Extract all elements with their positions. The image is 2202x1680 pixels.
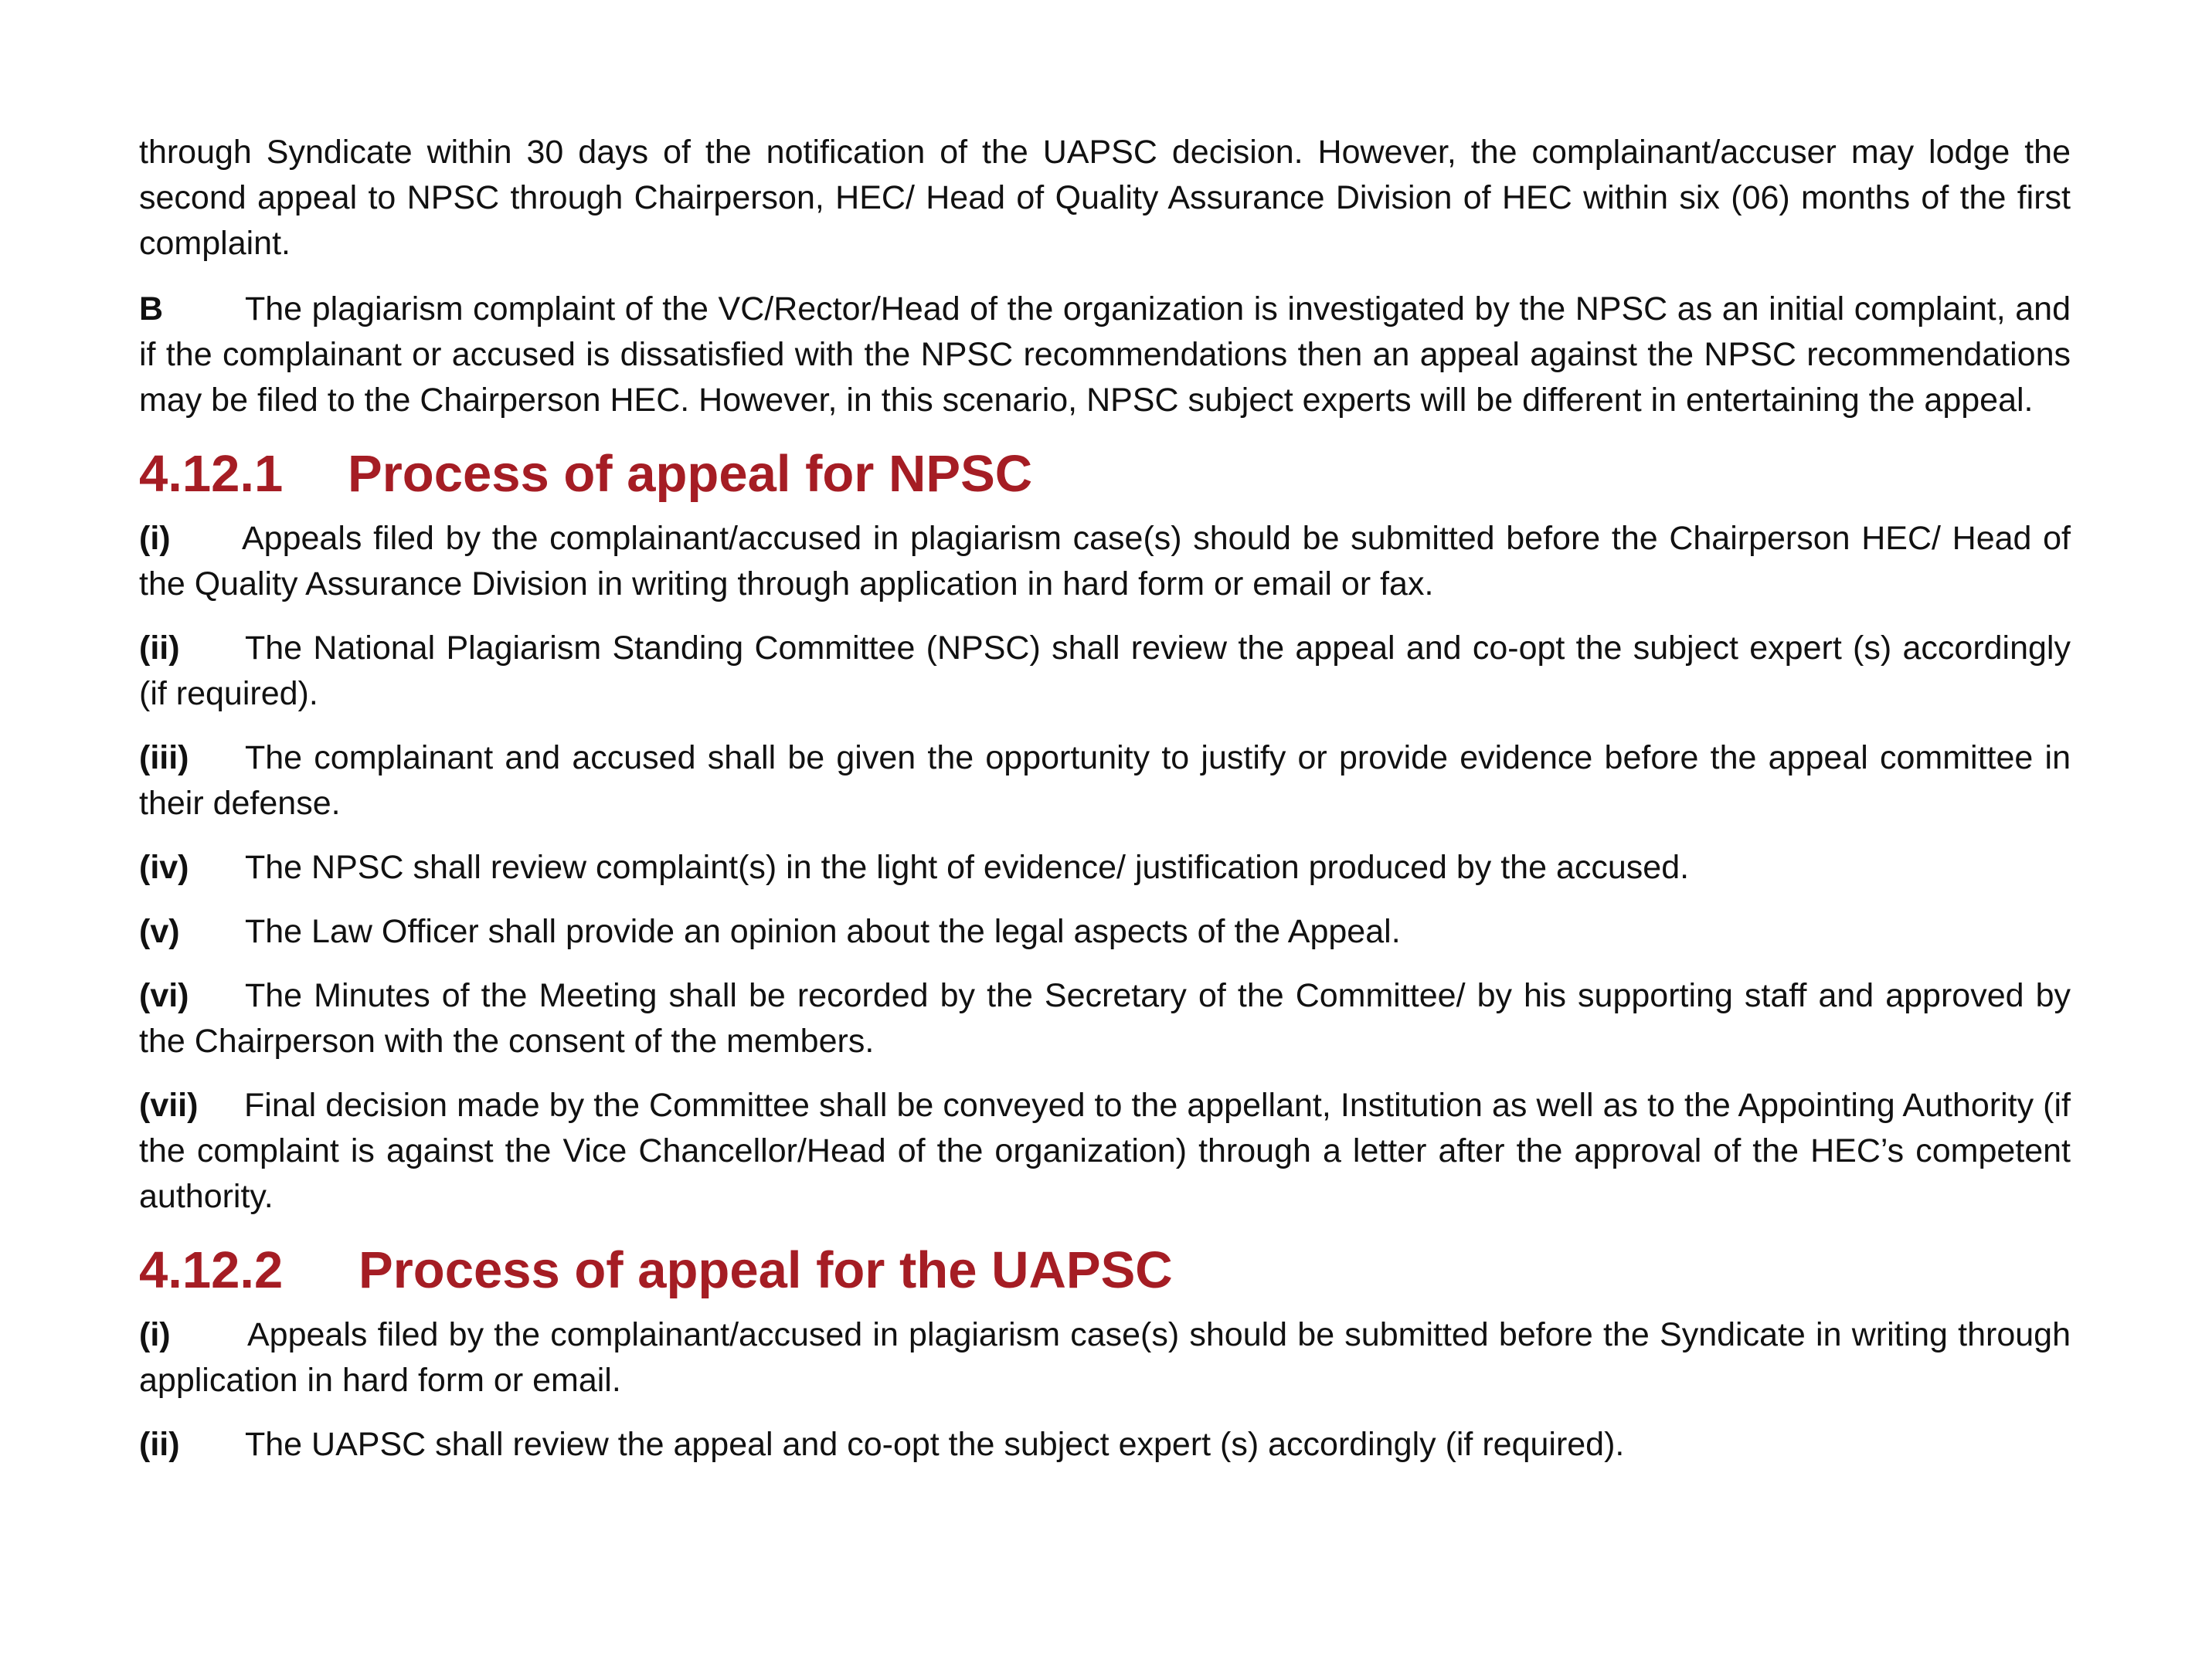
list-item-label: (v) xyxy=(139,913,180,950)
list-item xyxy=(139,626,2071,717)
list-item xyxy=(139,973,2071,1064)
list-item-text: The Minutes of the Meeting shall be recorded by the Secretary of the Committee/ by his supporting staff and approved by the Chairperson with the consent of the members. xyxy=(139,977,2071,1060)
section-title: Process of appeal for NPSC xyxy=(348,445,1033,503)
list-item-text: Final decision made by the Committee shall be conveyed to the appellant, Institution as well as to the Appointing Authority (if the complaint is against the Vice Chancellor/Head of the organization) through a letter after the approval of the HEC’s competent authority. xyxy=(139,1087,2071,1215)
list-item-label: (vii) xyxy=(139,1087,199,1124)
list-item-label: (ii) xyxy=(139,1426,180,1463)
list-item xyxy=(139,1422,2071,1468)
paragraph-b-text: The plagiarism complaint of the VC/Rector/Head of the organization is investigated by the NPSC as an initial complaint, and if the complainant or accused is dissatisfied with the NPSC recommendations then an appeal against the NPSC recommendations may be filed to the Chairperson HEC. However, in this scenario, NPSC subject experts will be different in entertaining the appeal. xyxy=(139,290,2071,419)
paragraph-b xyxy=(139,287,2071,423)
section-number: 4.12.2 xyxy=(139,1241,284,1299)
list-item-text: Appeals filed by the complainant/accused in plagiarism case(s) should be submitted before the Syndicate in writing through application in hard form or email. xyxy=(139,1316,2071,1399)
list-item-label: (iii) xyxy=(139,739,189,776)
list-item-label: (i) xyxy=(139,520,171,557)
list-item xyxy=(139,1083,2071,1220)
intro-paragraph: through Syndicate within 30 days of the notification of the UAPSC decision. However, the complainant/accuser may lodge the second appeal to NPSC through Chairperson, HEC/ Head of Quality Assurance Division of HEC within six (06) months of the first complaint. xyxy=(139,134,2071,262)
list-item-label: (vi) xyxy=(139,977,189,1014)
list-item-text: The complainant and accused shall be given the opportunity to justify or provide evidence before the appeal committee in their defense. xyxy=(139,739,2071,822)
paragraph-b-label: B xyxy=(139,290,164,328)
list-item-text: The National Plagiarism Standing Committee (NPSC) shall review the appeal and co-opt the subject expert (s) accordingly (if required). xyxy=(139,630,2071,712)
section-number: 4.12.1 xyxy=(139,445,284,503)
section-heading-uapsc xyxy=(139,1238,2071,1303)
list-item xyxy=(139,735,2071,826)
list-item xyxy=(139,845,2071,891)
list-item-label: (i) xyxy=(139,1316,171,1353)
list-item-text: Appeals filed by the complainant/accused in plagiarism case(s) should be submitted before the Chairperson HEC/ Head of the Quality Assurance Division in writing through application in hard form or email or fax. xyxy=(139,520,2071,602)
section-title: Process of appeal for the UAPSC xyxy=(359,1241,1173,1299)
document-page xyxy=(139,130,2071,1486)
list-item-label: (iv) xyxy=(139,849,189,886)
list-item-text: The Law Officer shall provide an opinion about the legal aspects of the Appeal. xyxy=(245,913,1401,950)
section-heading-npsc xyxy=(139,442,2071,507)
list-item xyxy=(139,516,2071,607)
list-item-label: (ii) xyxy=(139,630,180,667)
list-item-text: The NPSC shall review complaint(s) in the light of evidence/ justification produced by the accused. xyxy=(245,849,1690,886)
list-item-text: The UAPSC shall review the appeal and co-opt the subject expert (s) accordingly (if required). xyxy=(245,1426,1625,1463)
list-item xyxy=(139,1312,2071,1403)
list-item xyxy=(139,909,2071,955)
